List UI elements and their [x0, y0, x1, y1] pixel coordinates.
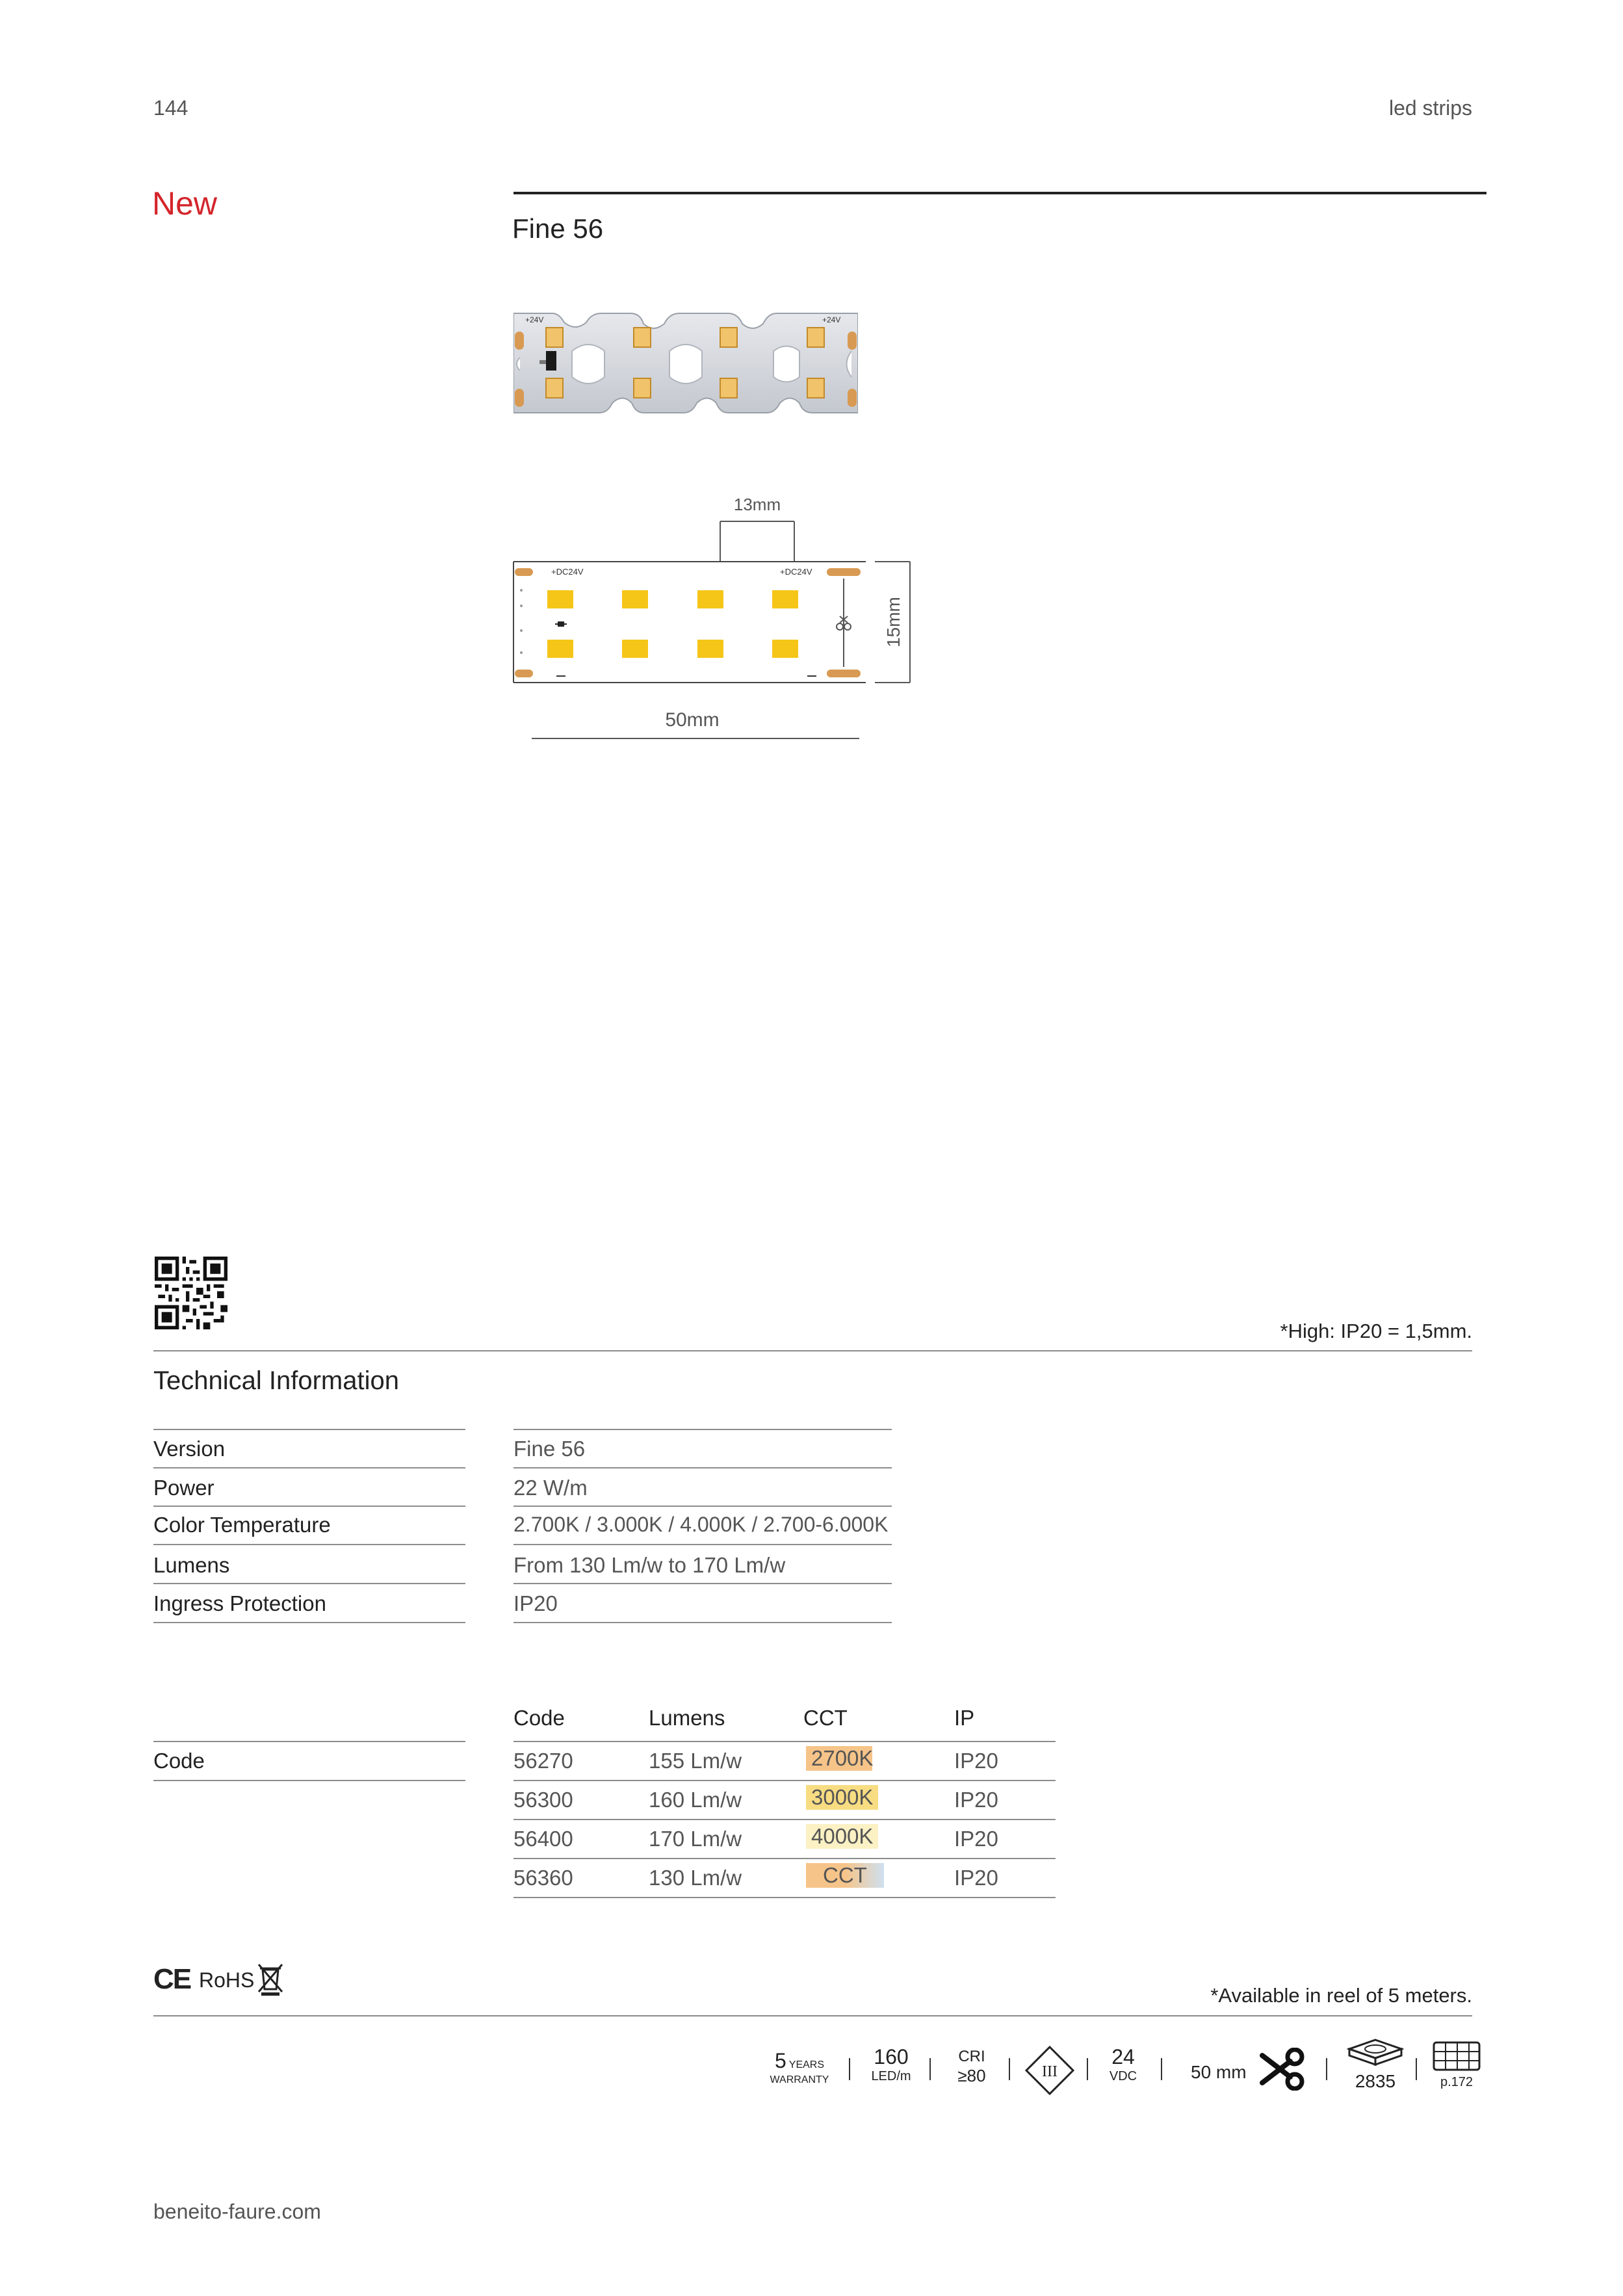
- footer-rule: [153, 2015, 1472, 2016]
- page-reference-link[interactable]: p.172: [1440, 2075, 1474, 2089]
- photo-voltage-right: +24V: [822, 315, 841, 324]
- code-rule: [513, 1780, 1056, 1781]
- cct-badge: [806, 1785, 878, 1810]
- spec-value: IP20: [513, 1591, 558, 1615]
- icon-separator: [929, 2058, 931, 2080]
- warranty-label: WARRANTY: [770, 2074, 829, 2085]
- led-density-value: 160: [874, 2045, 909, 2068]
- website-link[interactable]: beneito-faure.com: [153, 2200, 321, 2223]
- chip-type-label: 2835: [1355, 2071, 1396, 2091]
- ip-value: IP20: [954, 1749, 998, 1773]
- code-header-code: Code: [513, 1706, 565, 1730]
- reel-note: *Available in reel of 5 meters.: [1210, 1984, 1472, 2007]
- spec-label: Color Temperature: [153, 1513, 331, 1537]
- class-iii-icon: [1024, 2045, 1075, 2096]
- cct-badge: [806, 1824, 878, 1849]
- spec-value: 22 W/m: [513, 1476, 588, 1500]
- warranty-icon: [767, 2049, 832, 2086]
- icon-separator: [1161, 2058, 1162, 2080]
- spec-rule-top-right: [513, 1429, 892, 1430]
- code-rule: [513, 1897, 1056, 1898]
- spec-rule: [153, 1544, 465, 1545]
- lumens-value: 130 Lm/w: [649, 1866, 742, 1890]
- ip-value: IP20: [954, 1866, 998, 1890]
- spec-value: Fine 56: [513, 1437, 586, 1461]
- spec-rule: [513, 1506, 892, 1507]
- cut-length-label: 50 mm: [1191, 2062, 1247, 2082]
- code-rule: [513, 1741, 1056, 1742]
- page-number: 144: [153, 96, 188, 120]
- photo-voltage-left: +24V: [525, 315, 544, 324]
- cct-value: 2700K: [806, 1746, 872, 1771]
- dimension-drawing: [507, 494, 923, 741]
- pitch-dimension: 13mm: [733, 495, 781, 514]
- title-rule: [513, 192, 1487, 194]
- product-title: Fine 56: [512, 213, 604, 244]
- spec-label: Power: [153, 1476, 214, 1500]
- code-value: 56360: [513, 1866, 573, 1890]
- spec-label: Version: [153, 1437, 226, 1461]
- code-value: 56300: [513, 1788, 573, 1812]
- ip-value: IP20: [954, 1827, 998, 1851]
- spec-rule: [513, 1583, 892, 1584]
- class-label: III: [1042, 2063, 1058, 2080]
- code-header-lumens: Lumens: [649, 1706, 725, 1730]
- lumens-value: 155 Lm/w: [649, 1749, 742, 1773]
- code-header-ip: IP: [954, 1706, 975, 1730]
- spec-rule: [153, 1467, 465, 1468]
- icon-separator: [1416, 2058, 1417, 2080]
- code-rule-left-bottom: [153, 1780, 465, 1781]
- cct-value: 3000K: [806, 1785, 878, 1810]
- voltage-label-right: +DC24V: [780, 567, 812, 577]
- cct-badge: [806, 1746, 872, 1771]
- spec-rule: [153, 1506, 465, 1507]
- lumens-value: 160 Lm/w: [649, 1788, 742, 1812]
- spec-rule: [153, 1583, 465, 1584]
- voltage-icon: [1098, 2045, 1148, 2084]
- scissors-icon: [1260, 2048, 1308, 2091]
- accessories-grid-icon[interactable]: [1433, 2041, 1481, 2071]
- warranty-unit: YEARS: [788, 2059, 825, 2070]
- code-rule: [513, 1819, 1056, 1820]
- spec-rule: [513, 1622, 892, 1623]
- spec-value: From 130 Lm/w to 170 Lm/w: [513, 1553, 786, 1577]
- qr-code[interactable]: [155, 1257, 227, 1329]
- cri-icon: [942, 2048, 1001, 2086]
- weee-bin-icon: [256, 1962, 285, 1996]
- height-dimension: 15mm: [883, 597, 903, 647]
- cri-value: ≥80: [957, 2066, 986, 2085]
- technical-title: Technical Information: [153, 1366, 399, 1395]
- spec-rule: [513, 1467, 892, 1468]
- icon-separator: [1087, 2058, 1088, 2080]
- code-value: 56400: [513, 1827, 573, 1851]
- led-density-icon: [862, 2045, 920, 2084]
- code-rule: [513, 1858, 1056, 1859]
- length-dimension: 50mm: [665, 709, 720, 731]
- spec-rule: [153, 1622, 465, 1623]
- section-rule: [153, 1350, 1472, 1351]
- spec-label: Ingress Protection: [153, 1591, 326, 1615]
- cct-badge: [806, 1863, 884, 1888]
- new-badge: New: [152, 185, 218, 222]
- cct-value: CCT: [806, 1863, 884, 1888]
- spec-value: 2.700K / 3.000K / 4.000K / 2.700-6.000K: [513, 1513, 889, 1536]
- voltage-unit: VDC: [1109, 2069, 1137, 2083]
- led-chip-icon: [1347, 2037, 1404, 2067]
- lumens-value: 170 Lm/w: [649, 1827, 742, 1851]
- code-rule-left-top: [153, 1741, 465, 1742]
- section-name: led strips: [1388, 96, 1472, 120]
- spec-rule: [513, 1544, 892, 1545]
- led-strip-photo: [513, 306, 858, 419]
- warranty-number: 5: [774, 2049, 786, 2072]
- code-header-cct: CCT: [803, 1706, 848, 1730]
- ip-value: IP20: [954, 1788, 998, 1812]
- spec-label: Lumens: [153, 1553, 230, 1577]
- rohs-mark: RoHS: [199, 1968, 255, 1992]
- icon-separator: [1326, 2058, 1327, 2080]
- cri-label: CRI: [958, 2048, 985, 2065]
- cct-value: 4000K: [806, 1824, 878, 1849]
- voltage-label-left: +DC24V: [551, 567, 584, 577]
- led-density-unit: LED/m: [871, 2069, 911, 2083]
- spec-rule-top-left: [153, 1429, 465, 1430]
- code-value: 56270: [513, 1749, 573, 1773]
- height-note: *High: IP20 = 1,5mm.: [1280, 1320, 1472, 1342]
- code-section-label: Code: [153, 1749, 205, 1773]
- icon-separator: [1009, 2058, 1010, 2080]
- icon-separator: [849, 2058, 850, 2080]
- ce-mark: CE: [153, 1963, 191, 1995]
- voltage-value: 24: [1111, 2045, 1135, 2068]
